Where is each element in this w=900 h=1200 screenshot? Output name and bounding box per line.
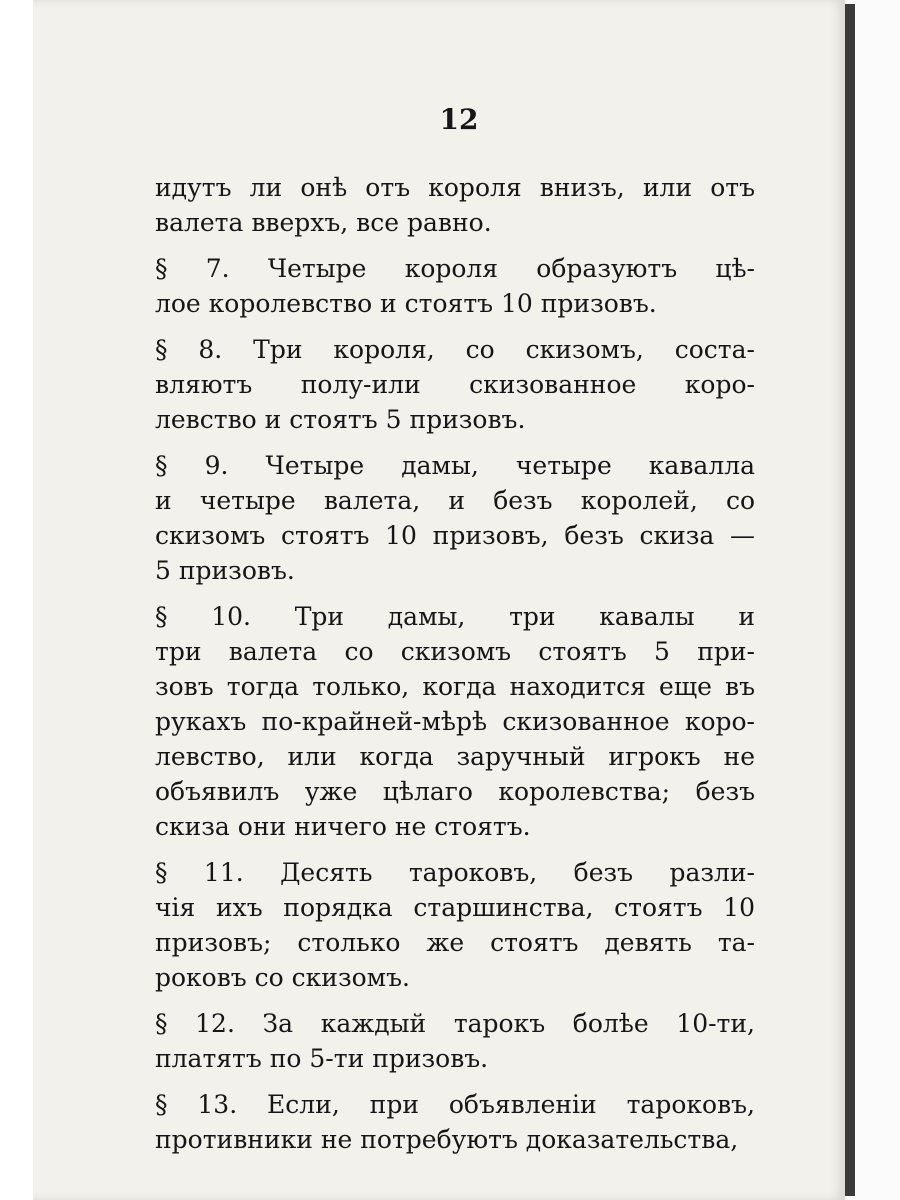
text-line: § 11. Десять тароковъ, безъ разли-: [155, 858, 755, 887]
text-line: призовъ; столько же стоятъ девять та-: [155, 928, 755, 957]
text-line: § 8. Три короля, со скизомъ, соста-: [155, 335, 755, 364]
page-text: [155, 100, 755, 1168]
section-11: [155, 855, 755, 995]
book-spine-edge: [845, 4, 855, 1196]
text-line: объявилъ уже цѣлаго королевства; безъ: [155, 777, 755, 806]
page-number: 12: [439, 103, 479, 136]
text-line: идутъ ли онѣ отъ короля внизъ, или отъ: [155, 173, 755, 202]
text-line: роковъ со скизомъ.: [155, 963, 410, 992]
section-12: [155, 1006, 755, 1076]
text-line: вляютъ полу-или скизованное коро-: [155, 370, 755, 399]
section-8: [155, 332, 755, 437]
text-line: платятъ по 5-ти призовъ.: [155, 1044, 489, 1073]
text-line: и четыре валета, и безъ королей, со: [155, 486, 755, 515]
text-line: чія ихъ порядка старшинства, стоятъ 10: [155, 893, 755, 922]
section-10: [155, 599, 755, 844]
text-line: скиза они ничего не стоятъ.: [155, 812, 531, 841]
text-line: § 9. Четыре дамы, четыре кавалла: [155, 451, 755, 480]
scan-margin: [855, 0, 900, 1200]
section-13: [155, 1087, 755, 1157]
text-line: § 12. За каждый тарокъ болѣе 10-ти,: [155, 1009, 755, 1038]
text-line: лое королевство и стоятъ 10 призовъ.: [155, 289, 657, 318]
text-line: левство, или когда заручный игрокъ не: [155, 742, 755, 771]
text-line: валета вверхъ, все равно.: [155, 208, 492, 237]
text-line: 5 призовъ.: [155, 556, 295, 585]
section-7: [155, 251, 755, 321]
section-9: [155, 448, 755, 588]
text-line: противники не потребуютъ доказательства,: [155, 1125, 739, 1154]
text-line: скизомъ стоятъ 10 призовъ, безъ скиза —: [155, 521, 755, 550]
text-line: три валета со скизомъ стоятъ 5 при-: [155, 637, 755, 666]
paragraph: [155, 170, 755, 240]
text-line: левство и стоятъ 5 призовъ.: [155, 405, 526, 434]
text-line: рукахъ по-крайней-мѣрѣ скизованное коро-: [155, 707, 755, 736]
text-line: § 13. Если, при объявленіи тароковъ,: [155, 1090, 755, 1119]
text-line: § 7. Четыре короля образуютъ цѣ-: [155, 254, 755, 283]
text-line: § 10. Три дамы, три кавалы и: [155, 602, 755, 631]
text-line: зовъ тогда только, когда находится еще въ: [155, 672, 755, 701]
